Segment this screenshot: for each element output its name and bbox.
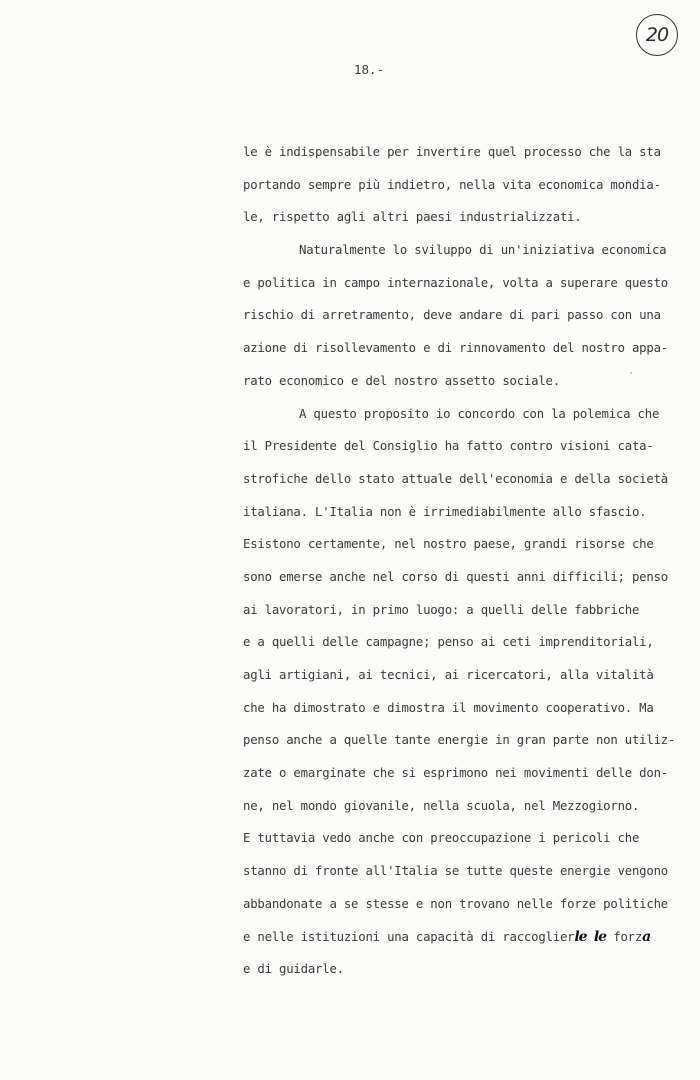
text-line-with-edits [243, 927, 683, 960]
text-line: e politica in campo internazionale, volta a superare questo [243, 275, 668, 290]
text-line: zate o emarginate che si esprimono nei movimenti delle don- [243, 766, 668, 781]
text-line: Esistono certamente, nel nostro paese, grandi risorse che [243, 537, 654, 552]
text-line: il Presidente del Consiglio ha fatto contro visioni cata- [243, 439, 654, 454]
text-line: penso anche a quelle tante energie in gran parte non utiliz- [243, 733, 676, 748]
text-line: sono emerse anche nel corso di questi anni difficili; penso [243, 569, 668, 584]
handwritten-correction: le [593, 928, 607, 945]
text-line: rischio di arretramento, deve andare di pari passo con una [243, 308, 661, 323]
page-stamp: 20 [636, 14, 678, 56]
text-line: le, rispetto agli altri paesi industrializzati. [243, 210, 582, 225]
text-line: strofiche dello stato attuale dell'economia e della società [243, 471, 668, 486]
text-line: italiana. L'Italia non è irrimediabilmente allo sfascio. [243, 504, 647, 519]
text-line: ne, nel mondo giovanile, nella scuola, nel Mezzogiorno. [243, 798, 640, 813]
page-number: 18.- [354, 62, 385, 77]
text-line: E tuttavia vedo anche con preoccupazione i pericoli che [243, 831, 640, 846]
typed-fragment [587, 930, 594, 944]
text-line: che ha dimostrato e dimostra il movimento cooperativo. Ma [243, 700, 654, 715]
text-line: agli artigiani, ai tecnici, ai ricercatori, alla vitalità [243, 668, 654, 682]
text-line: A questo proposito io concordo con la polemica che [299, 406, 660, 421]
text-line: stanno di fronte all'Italia se tutte queste energie vengono [243, 864, 668, 879]
text-line: portando sempre più indietro, nella vita economica mondia- [243, 177, 661, 192]
text-line: azione di risollevamento e di rinnovamento del nostro appa- [243, 341, 668, 356]
text-line: ai lavoratori, in primo luogo: a quelli delle fabbriche [243, 602, 640, 617]
text-line: le è indispensabile per invertire quel processo che la sta [243, 145, 661, 159]
typed-fragment: forz [606, 929, 643, 944]
body-text [243, 142, 683, 992]
handwritten-correction: a [642, 928, 651, 945]
text-line: abbandonate a se stesse e non trovano nelle forze politiche [243, 896, 668, 911]
text-line: rato economico e del nostro assetto sociale. [243, 373, 560, 388]
paper-speck [630, 372, 632, 374]
handwritten-correction: le [574, 928, 587, 945]
text-line: e a quelli delle campagne; penso ai ceti imprenditoriali, [243, 635, 654, 650]
typed-fragment: e nelle istituzioni una capacità di raccoglier [243, 929, 575, 944]
text-line: Naturalmente lo sviluppo di un'iniziativa economica [299, 243, 667, 258]
text-line: e di guidarle. [243, 962, 344, 977]
